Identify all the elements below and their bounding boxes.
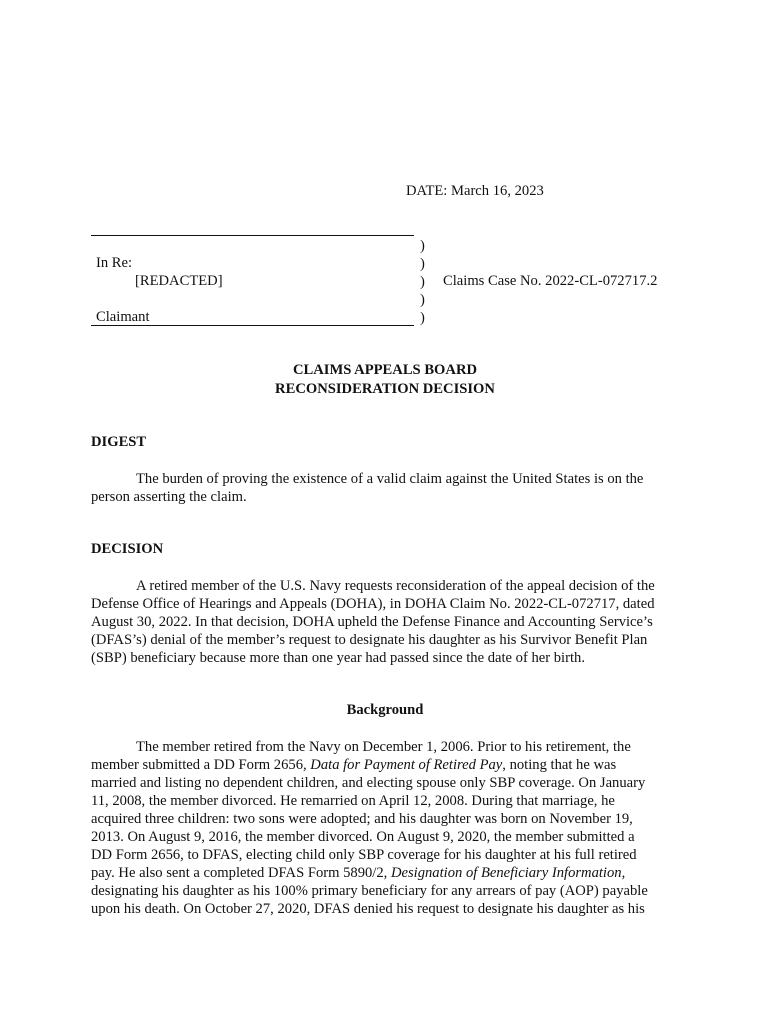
paragraph-line: A retired member of the U.S. Navy requests reconsideration of the appeal decision of the — [136, 578, 655, 594]
text-run: pay. He also sent a completed DFAS Form 5890/2, — [91, 865, 391, 881]
paragraph-line: designating his daughter as his 100% primary beneficiary for any arrears of pay (AOP) payable — [91, 883, 648, 899]
caption-paren: ) — [420, 292, 425, 308]
digest-heading: DIGEST — [91, 434, 147, 450]
decision-heading: DECISION — [91, 541, 164, 557]
document-date: DATE: March 16, 2023 — [406, 183, 544, 199]
text-run: , — [621, 865, 626, 881]
decision-title: RECONSIDERATION DECISION — [275, 381, 495, 397]
background-heading: Background — [346, 702, 424, 718]
caption-paren: ) — [420, 310, 425, 326]
decision-paragraph — [91, 577, 676, 667]
paragraph-line — [91, 756, 676, 774]
paragraph-line: married and listing no dependent children, and electing spouse only SBP coverage. On January — [91, 775, 646, 791]
caption-claimant: Claimant — [96, 309, 150, 325]
caption-bottom-rule — [91, 325, 414, 326]
paragraph-line — [91, 864, 676, 882]
paragraph-line: (DFAS’s) denial of the member’s request to designate his daughter as his Survivor Benefit Plan — [91, 632, 648, 648]
paragraph-line: The member retired from the Navy on December 1, 2006. Prior to his retirement, the — [136, 739, 631, 755]
claims-case-number: Claims Case No. 2022-CL-072717.2 — [443, 273, 658, 289]
caption-top-rule — [91, 235, 414, 236]
background-paragraph — [91, 738, 676, 918]
caption-paren: ) — [420, 238, 425, 254]
paragraph-line: person asserting the claim. — [91, 489, 247, 505]
paragraph-line: 2013. On August 9, 2016, the member divorced. On August 9, 2020, the member submitted a — [91, 829, 635, 845]
paragraph-line: The burden of proving the existence of a valid claim against the United States is on the — [136, 471, 644, 487]
paragraph-line: acquired three children: two sons were adopted; and his daughter was born on November 19, — [91, 811, 633, 827]
caption-in-re: In Re: — [96, 255, 133, 271]
digest-paragraph — [91, 470, 676, 506]
caption-party-redacted: [REDACTED] — [135, 273, 223, 289]
paragraph-line: August 30, 2022. In that decision, DOHA upheld the Defense Finance and Accounting Service’s — [91, 614, 653, 630]
caption-paren: ) — [420, 274, 425, 290]
paragraph-line: upon his death. On October 27, 2020, DFAS denied his request to designate his daughter as his — [91, 901, 645, 917]
paragraph-line: DD Form 2656, to DFAS, electing child only SBP coverage for his daughter at his full retired — [91, 847, 637, 863]
form-title-italic: Designation of Beneficiary Information — [390, 865, 622, 881]
form-title-italic: Data for Payment of Retired Pay — [310, 757, 503, 773]
text-run: member submitted a DD Form 2656, — [91, 757, 311, 773]
text-run: , noting that he was — [502, 757, 617, 773]
paragraph-line: Defense Office of Hearings and Appeals (DOHA), in DOHA Claim No. 2022-CL-072717, dated — [91, 596, 655, 612]
paragraph-line: 11, 2008, the member divorced. He remarried on April 12, 2008. During that marriage, he — [91, 793, 615, 809]
board-title: CLAIMS APPEALS BOARD — [292, 362, 478, 378]
caption-paren: ) — [420, 256, 425, 272]
paragraph-line: (SBP) beneficiary because more than one year had passed since the date of her birth. — [91, 650, 585, 666]
